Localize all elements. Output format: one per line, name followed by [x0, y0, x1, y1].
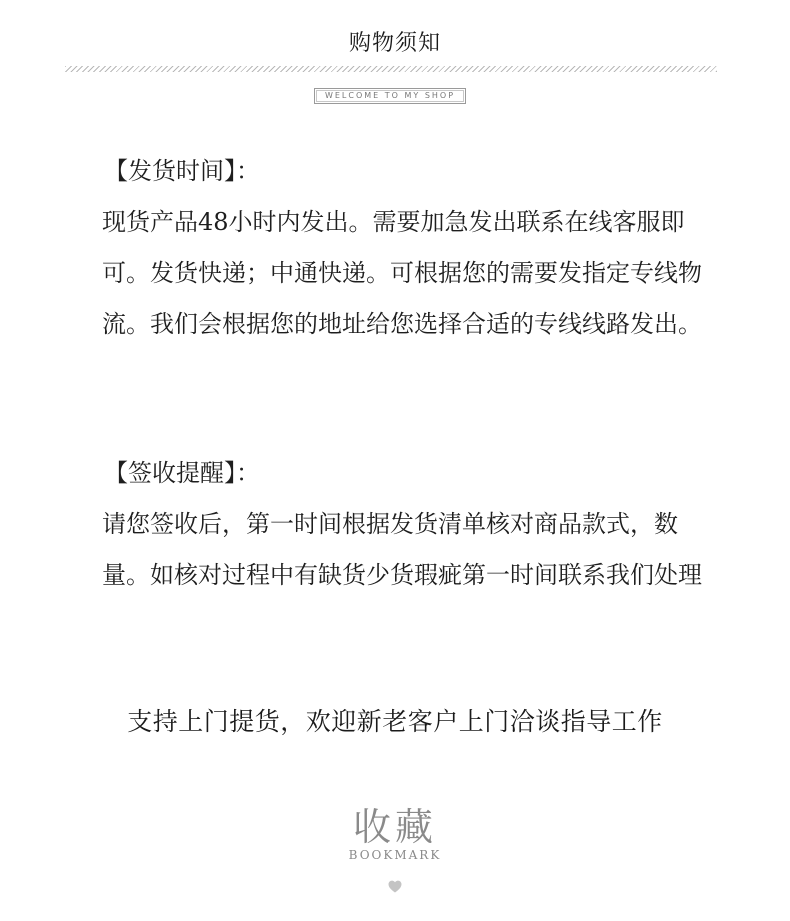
section-heading: 【发货时间】： — [104, 157, 260, 185]
welcome-badge — [314, 88, 466, 104]
section-receipt-reminder — [102, 448, 722, 601]
section-heading: 【签收提醒】： — [104, 459, 260, 487]
section-body: 请您签收后，第一时间根据发货清单核对商品款式，数量。如核对过程中有缺货少货瑕疵第一时间联系我们处理 — [102, 510, 702, 589]
bookmark-title[interactable]: 收藏 — [352, 805, 437, 849]
footer-note: 支持上门提货，欢迎新老客户上门洽谈指导工作 — [127, 707, 663, 736]
page-title: 购物须知 — [348, 31, 441, 56]
section-body: 现货产品48小时内发出。需要加急发出联系在线客服即可。发货快递；中通快递。可根据您的需要发指定专线物流。我们会根据您的地址给您选择合适的专线线路发出。 — [102, 208, 702, 338]
bookmark-subtitle[interactable]: BOOKMARK — [348, 848, 442, 862]
heart-icon-shape — [389, 881, 402, 893]
heart-icon[interactable] — [388, 880, 402, 893]
hatch-divider — [65, 66, 717, 72]
section-shipping-time — [102, 146, 722, 350]
welcome-badge-text: WELCOME TO MY SHOP — [316, 90, 464, 102]
